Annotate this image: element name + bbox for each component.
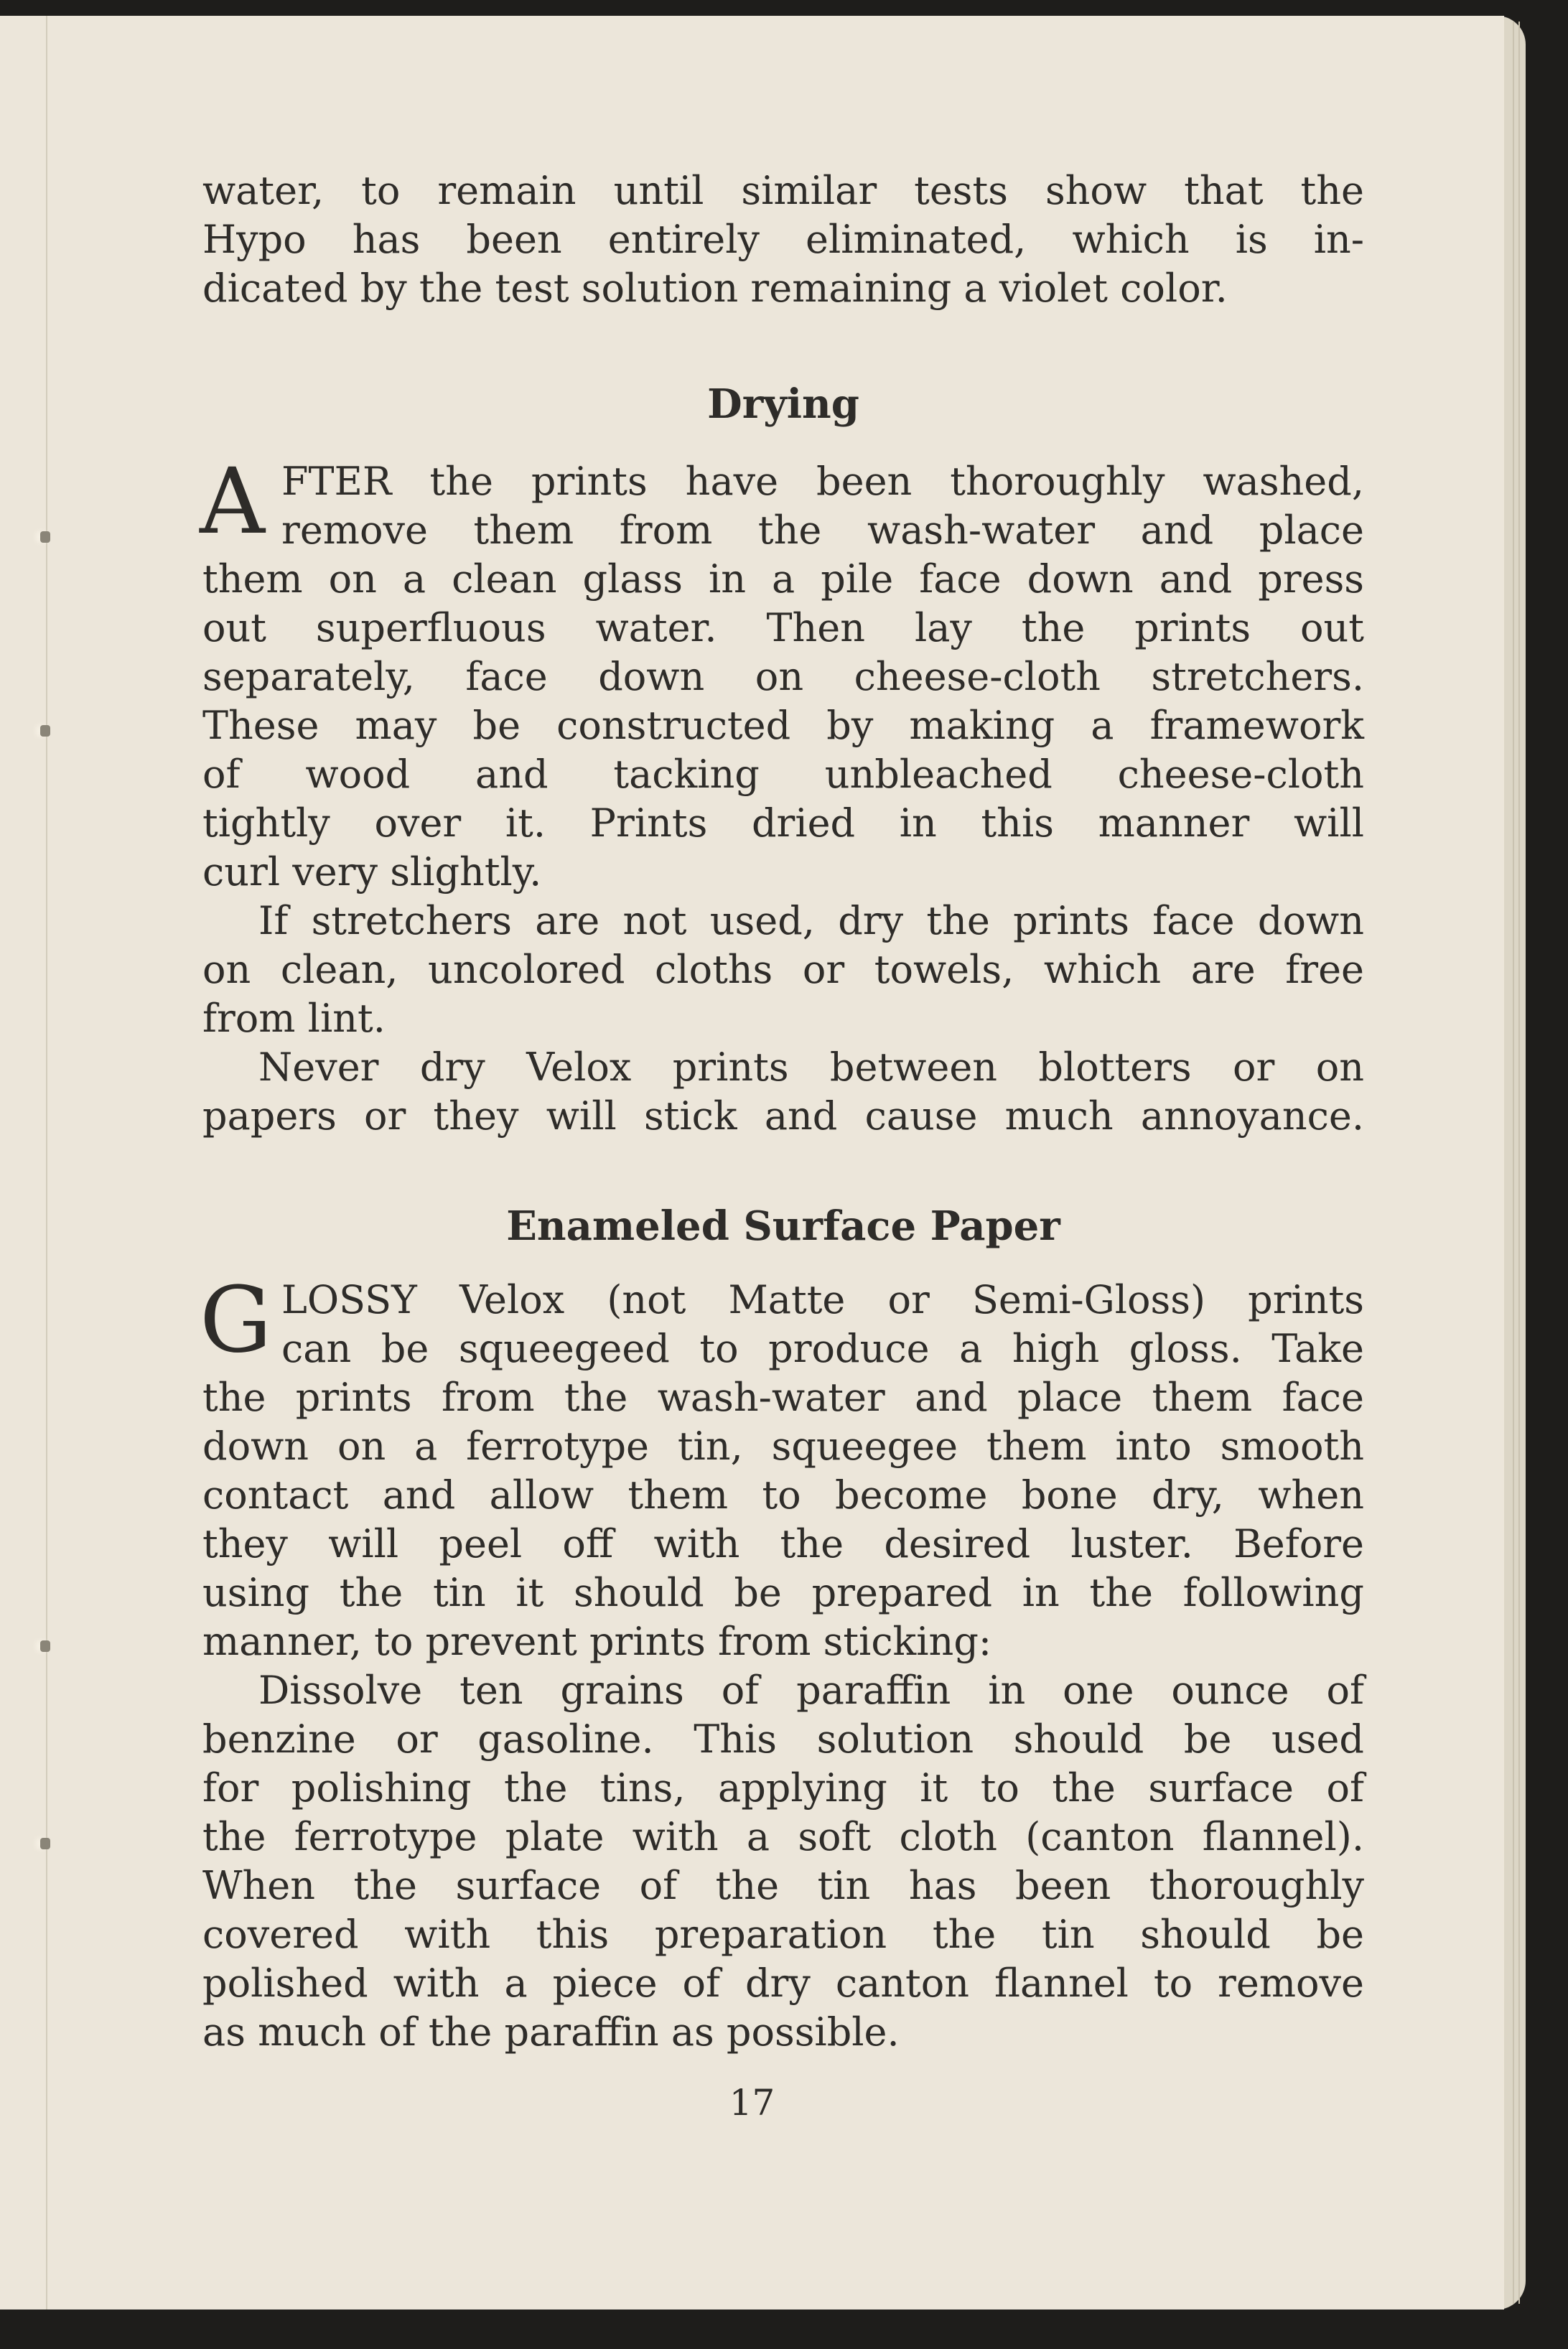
text-line: the ferrotype plate with a soft cloth (canton flannel). [202,1814,1364,1859]
text-line: covered with this preparation the tin should be [202,1912,1364,1957]
text-line: they will peel off with the desired luster. Before [202,1521,1364,1566]
text-line: FTER the prints have been thoroughly washed, [281,459,1364,504]
staple-icon [40,725,50,737]
text-line: polished with a piece of dry canton flannel to remove [202,1961,1364,2006]
staple-icon [40,531,50,543]
text-line: If stretchers are not used, dry the prints face down [258,898,1364,943]
section-heading-enameled: Enameled Surface Paper [506,1202,1060,1250]
text-line: as much of the paraffin as possible. [202,2009,900,2055]
text-line: can be squeegeed to produce a high gloss. Take [281,1326,1364,1371]
text-line: benzine or gasoline. This solution should be used [202,1717,1364,1762]
text-line: papers or they will stick and cause much annoyance. [202,1093,1364,1139]
section-heading-drying: Drying [707,380,859,428]
text-line: Hypo has been entirely eliminated, which is in- [202,217,1364,262]
text-line: LOSSY Velox (not Matte or Semi-Gloss) prints [281,1277,1364,1322]
text-line: These may be constructed by making a framework [202,703,1364,748]
text-line: tightly over it. Prints dried in this manner will [202,800,1364,846]
text-line: dicated by the test solution remaining a violet color. [202,266,1228,311]
text-line: the prints from the wash-water and place them face [202,1375,1364,1420]
text-line: remove them from the wash-water and place [281,508,1364,553]
drying-paragraph-1 [200,449,1364,1141]
enameled-paragraph-1 [200,1267,1364,2057]
staple-icon [40,1640,50,1652]
text-line: them on a clean glass in a pile face down and press [202,556,1364,602]
staple-icon [40,1838,50,1849]
text-line: on clean, uncolored cloths or towels, which are free [202,947,1364,992]
text-line: manner, to prevent prints from sticking: [202,1619,992,1664]
text-line: contact and allow them to become bone dry, when [202,1472,1364,1518]
text-line: separately, face down on cheese-cloth stretchers. [202,654,1364,699]
text-line: When the surface of the tin has been thoroughly [202,1863,1364,1908]
binding-gutter [46,16,47,2310]
text-line: water, to remain until similar tests show that the [202,168,1364,213]
intro-paragraph [202,167,1364,313]
text-line: Never dry Velox prints between blotters or on [258,1045,1364,1090]
text-line: down on a ferrotype tin, squeegee them into smooth [202,1424,1364,1469]
text-line: Dissolve ten grains of paraffin in one ounce of [258,1668,1364,1713]
page-number: 17 [729,2082,775,2124]
drop-cap: G [200,1267,272,1373]
text-line: curl very slightly. [202,849,542,895]
drop-cap: A [200,449,265,554]
text-line: from lint. [202,996,386,1041]
text-line: of wood and tacking unbleached cheese-cloth [202,752,1364,797]
text-line: for polishing the tins, applying it to the surface of [202,1765,1364,1811]
text-line: out superfluous water. Then lay the prints out [202,605,1364,650]
text-line: using the tin it should be prepared in the following [202,1570,1364,1615]
